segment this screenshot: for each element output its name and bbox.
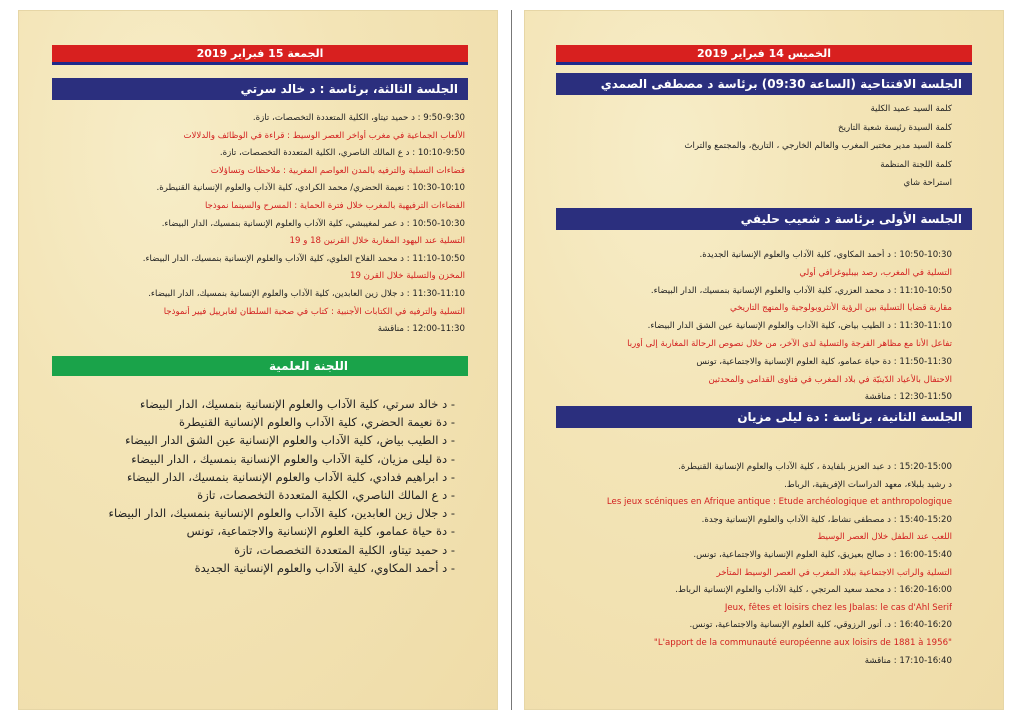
session3-line: 9:50-9:30 : د حميد تيتاو، الكلية المتعددة التخصصات، تازة. bbox=[252, 113, 465, 123]
committee-member: - دة ليلى مزيان، كلية الآداب والعلوم الإنسانية بنمسيك ، الدار البيضاء bbox=[131, 451, 455, 466]
session1-line: 11:50-11:30 : دة حياة عمامو، كلية العلوم الإنسانية والاجتماعية، تونس bbox=[696, 356, 952, 367]
session1-line: 12:30-11:50 : مناقشة bbox=[864, 392, 952, 403]
session1-line: التسلية في المغرب، رصد بيبليوغرافي أولي bbox=[799, 267, 952, 278]
page-divider bbox=[511, 10, 512, 710]
thursday-date: الخميس 14 فبراير 2019 bbox=[697, 47, 831, 60]
session2-line: 17:10-16:40 : مناقشة bbox=[864, 655, 952, 666]
session2-line: Les jeux scéniques en Afrique antique : Etude archéologique et anthropologique bbox=[606, 497, 952, 508]
session2-line: د رشيد بلبلاء، معهد الدراسات الإفريقية، الرباط. bbox=[784, 479, 952, 490]
session3-line: 11:10-10:50 : د محمد الفلاح العلوي، كلية الآداب والعلوم الإنسانية بنمسيك، الدار البيضاء. bbox=[142, 253, 465, 264]
session1-title: الجلسة الأولى برئاسة د شعيب حليفي bbox=[740, 212, 962, 226]
session3-line: الألعاب الجماعية في مغرب أواخر العصر الوسيط : قراءة في الوظائف والدلالات bbox=[183, 130, 465, 141]
thursday-date-bar bbox=[556, 45, 972, 65]
session2-title: الجلسة الثانية، برئاسة : دة ليلى مزيان bbox=[737, 410, 962, 424]
friday-date: الجمعة 15 فبراير 2019 bbox=[196, 47, 324, 60]
session2-line: 15:40-15:20 : د مصطفى نشاط، كلية الآداب والعلوم الإنسانية وجدة. bbox=[701, 514, 952, 525]
session2-line: التسلية والراتب الاجتماعية ببلاد المغرب في العصر الوسيط المتأخر bbox=[716, 567, 952, 578]
session3-line: 10:30-10:10 : نعيمة الحضري/ محمد الكرادي، كلية الآداب والعلوم الإنسانية القنيطرة. bbox=[156, 183, 465, 194]
opening-line: كلمة اللجنة المنظمة bbox=[880, 159, 952, 170]
session3-line: 10:10-9:50 : د ع المالك الناصري، الكلية المتعددة التخصصات، تازة. bbox=[219, 148, 465, 159]
session1-line: 11:10-10:50 : د محمد العزري، كلية الآداب والعلوم الإنسانية بنمسيك، الدار البيضاء. bbox=[650, 285, 952, 296]
session3-line: 12:00-11:30 : مناقشة bbox=[377, 324, 465, 335]
session2-line: 16:20-16:00 : د محمد سعيد المرتجي ، كلية الآداب والعلوم الإنسانية الرباط. bbox=[675, 585, 952, 596]
session2-line: اللعب عند الطفل خلال العصر الوسيط bbox=[817, 532, 952, 543]
opening-line: كلمة السيدة رئيسة شعبة التاريخ bbox=[838, 122, 952, 133]
session2-line: Jeux, fêtes et loisirs chez les Jbalas: le cas d'Ahl Serif bbox=[724, 602, 952, 613]
session3-line: التسلية عند اليهود المغاربة خلال القرنين 18 و 19 bbox=[289, 236, 465, 247]
session3-line: فضاءات التسلية والترفيه بالمدن العواصم المغربية : ملاحظات وتساؤلات bbox=[210, 165, 465, 176]
session3-title: الجلسة الثالثة، برئاسة : د خالد سرتي bbox=[240, 82, 458, 96]
committee-member: - دة نعيمة الحضري، كلية الآداب والعلوم الإنسانية القنيطرة bbox=[178, 415, 455, 430]
session3-line: 10:50-10:30 : د عمر لمغيبشي، كلية الآداب والعلوم الإنسانية بنمسيك، الدار البيضاء. bbox=[161, 218, 465, 229]
session1-line: تفاعل الأنا مع مظاهر الفرجة والتسلية لدى الآخر، من خلال نصوص الرحالة المغاربة إلى أوربا bbox=[627, 339, 952, 349]
opening-line: استراحة شاي bbox=[903, 178, 952, 188]
session3-line: 11:30-11:10 : د جلال زين العابدين، كلية الآداب والعلوم الإنسانية بنمسيك، الدار البيضاء. bbox=[148, 289, 465, 299]
session3-line: الفضاءات الترفيهية بالمغرب خلال فترة الحماية : المسرح والسينما نموذجا bbox=[204, 201, 465, 211]
session2-title-bar bbox=[556, 406, 972, 428]
session2-line: 15:20-15:00 : د عبد العزيز بلفايدة ، كلية الآداب والعلوم الإنسانية القنيطرة. bbox=[678, 462, 952, 472]
opening-line: كلمة السيد مدير مختبر المغرب والعالم الخارجي ، التاريخ، والمجتمع والتراث bbox=[684, 141, 952, 151]
session1-line: الاحتفال بالأعياد الدّينيّة في بلاد المغرب في فتاوى القدامى والمحدثين bbox=[708, 374, 952, 385]
session3-title-bar bbox=[52, 78, 468, 100]
session3-line: المخزن والتسلية خلال القرن 19 bbox=[350, 271, 465, 282]
committee-member: - د جلال زين العابدين، كلية الآداب والعلوم الإنسانية بنمسيك، الدار البيضاء bbox=[108, 506, 455, 521]
committee-member: - د الطيب بياض، كلية الآداب والعلوم الإنسانية عين الشق الدار البيضاء bbox=[125, 433, 455, 448]
session2-line: 16:40-16:20 : د. أنور الرزوقي، كلية العلوم الإنسانية والاجتماعية، تونس. bbox=[689, 620, 952, 631]
committee-member: - د خالد سرتي، كلية الآداب والعلوم الإنسانية بنمسيك، الدار البيضاء bbox=[140, 397, 455, 411]
opening-title: الجلسة الافتتاحية (الساعة 09:30) برئاسة د مصطفى الصمدي bbox=[600, 77, 962, 91]
session1-line: 11:30-11:10 : د الطيب بياض، كلية الآداب والعلوم الإنسانية عين الشق الدار البيضاء. bbox=[647, 321, 952, 332]
session3-line: التسلية والترفيه في الكتابات الأجنبية : كتاب في صحبة السلطان لغابرييل فيير أنموذجا bbox=[163, 306, 465, 317]
committee-member: - د ع المالك الناصري، الكلية المتعددة التخصصات، تازة bbox=[197, 488, 455, 502]
friday-date-bar bbox=[52, 45, 468, 65]
session1-line: 10:50-10:30 : د أحمد المكاوي، كلية الآداب والعلوم الإنسانية الجديدة. bbox=[699, 250, 952, 260]
committee-member: - د ابراهيم فدادي، كلية الآداب والعلوم الإنسانية بنمسيك، الدار البيضاء bbox=[126, 469, 455, 484]
committee-member: - د أحمد المكاوي، كلية الآداب والعلوم الإنسانية الجديدة bbox=[194, 560, 455, 575]
opening-line: كلمة السيد عميد الكلية bbox=[870, 104, 952, 114]
committee-title-bar bbox=[52, 356, 468, 376]
opening-title-bar bbox=[556, 73, 972, 95]
committee-title: اللجنة العلمية bbox=[268, 359, 348, 373]
session2-line: "L'apport de la communauté européenne aux loisirs de 1881 à 1956" bbox=[653, 638, 952, 648]
session1-line: مقاربة قضايا التسلية بين الرؤية الأنثروبولوجية والمنهج التاريخي bbox=[729, 303, 952, 314]
committee-member: - دة حياة عمامو، كلية العلوم الإنسانية والاجتماعية، تونس bbox=[186, 524, 455, 539]
committee-member: - د حميد تيتاو، الكلية المتعددة التخصصات، تازة bbox=[234, 542, 455, 557]
session1-title-bar bbox=[556, 208, 972, 230]
session2-line: 16:00-15:40 : د صالح بعيزيق، كلية العلوم الإنسانية والاجتماعية، تونس. bbox=[693, 550, 952, 560]
